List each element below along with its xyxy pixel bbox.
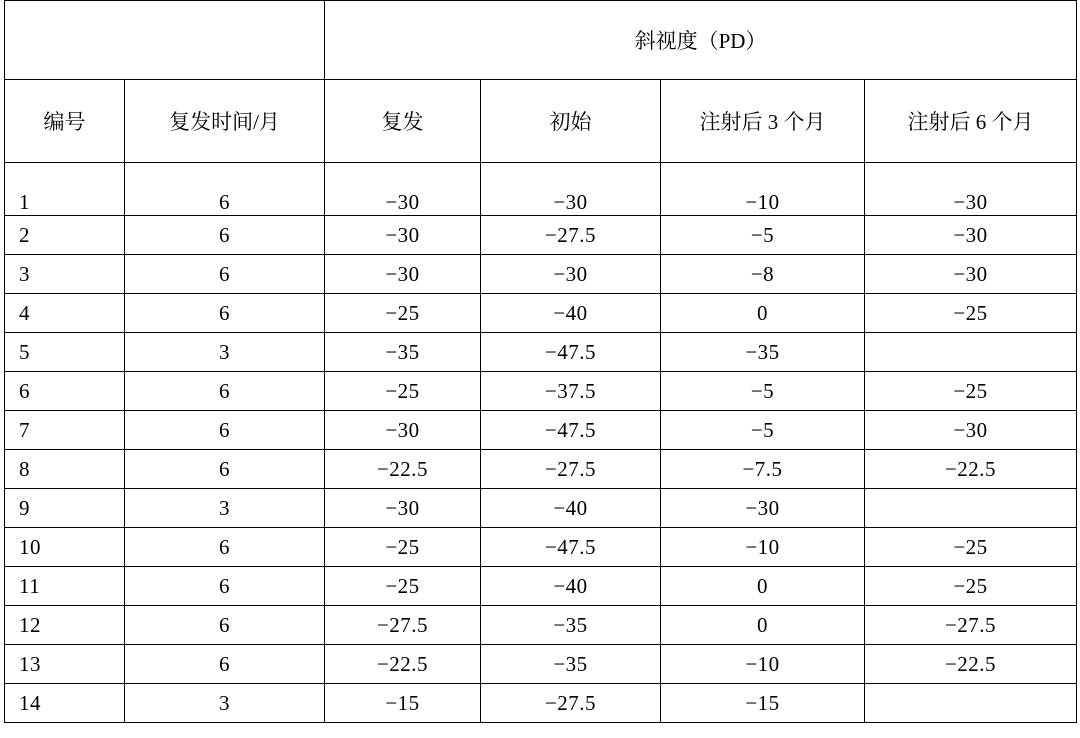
cell-relapse: −30 [325,163,481,216]
table-row [5,216,1077,255]
cell-relapse: −22.5 [325,450,481,489]
cell-relapse: −30 [325,255,481,294]
cell-month-6 [865,684,1077,723]
cell-id: 6 [5,372,125,411]
cell-id: 8 [5,450,125,489]
cell-initial: −35 [481,606,661,645]
cell-initial: −47.5 [481,333,661,372]
cell-relapse-time: 6 [125,567,325,606]
cell-relapse-time: 3 [125,684,325,723]
table-column-header-row [5,80,1077,163]
table-row [5,489,1077,528]
cell-month-3: −5 [661,411,865,450]
cell-month-6 [865,333,1077,372]
table-row [5,255,1077,294]
table-body [5,163,1077,723]
column-header-month-3: 注射后 3 个月 [661,80,865,163]
cell-month-6: −25 [865,528,1077,567]
cell-month-6: −25 [865,372,1077,411]
cell-relapse-time: 6 [125,450,325,489]
cell-id: 10 [5,528,125,567]
cell-id: 11 [5,567,125,606]
cell-month-3: −7.5 [661,450,865,489]
table-row [5,163,1077,216]
table-group-header-row [5,1,1077,80]
cell-id: 13 [5,645,125,684]
table-row [5,567,1077,606]
cell-initial: −40 [481,294,661,333]
cell-month-3: −10 [661,163,865,216]
cell-month-6: −30 [865,216,1077,255]
table-header [5,1,1077,163]
cell-initial: −27.5 [481,684,661,723]
cell-month-6: −30 [865,255,1077,294]
cell-initial: −40 [481,567,661,606]
cell-month-3: 0 [661,294,865,333]
cell-initial: −47.5 [481,411,661,450]
cell-relapse: −15 [325,684,481,723]
table-row [5,294,1077,333]
cell-id: 14 [5,684,125,723]
table-row [5,684,1077,723]
cell-month-3: −30 [661,489,865,528]
cell-initial: −30 [481,255,661,294]
cell-month-3: −5 [661,372,865,411]
cell-initial: −30 [481,163,661,216]
cell-month-3: −10 [661,645,865,684]
cell-id: 5 [5,333,125,372]
table-row [5,645,1077,684]
cell-id: 12 [5,606,125,645]
table-row [5,372,1077,411]
cell-relapse: −30 [325,216,481,255]
cell-relapse-time: 6 [125,216,325,255]
cell-relapse-time: 6 [125,372,325,411]
cell-relapse-time: 6 [125,163,325,216]
cell-month-6: −30 [865,163,1077,216]
cell-relapse-time: 3 [125,489,325,528]
cell-month-6: −30 [865,411,1077,450]
cell-relapse-time: 6 [125,645,325,684]
cell-relapse: −30 [325,489,481,528]
cell-relapse: −30 [325,411,481,450]
cell-relapse: −25 [325,567,481,606]
table-row [5,450,1077,489]
cell-relapse: −25 [325,528,481,567]
cell-month-6: −22.5 [865,645,1077,684]
cell-relapse: −25 [325,294,481,333]
cell-relapse-time: 6 [125,606,325,645]
cell-initial: −35 [481,645,661,684]
cell-month-3: −8 [661,255,865,294]
strabismus-data-table [4,0,1077,723]
cell-month-3: 0 [661,606,865,645]
column-header-relapse-time: 复发时间/月 [125,80,325,163]
cell-id: 3 [5,255,125,294]
cell-relapse-time: 3 [125,333,325,372]
cell-initial: −27.5 [481,450,661,489]
cell-month-6 [865,489,1077,528]
column-header-relapse: 复发 [325,80,481,163]
cell-initial: −40 [481,489,661,528]
column-header-month-6: 注射后 6 个月 [865,80,1077,163]
cell-initial: −27.5 [481,216,661,255]
cell-month-6: −27.5 [865,606,1077,645]
table-row [5,333,1077,372]
cell-month-3: 0 [661,567,865,606]
cell-relapse-time: 6 [125,294,325,333]
cell-relapse: −35 [325,333,481,372]
cell-initial: −47.5 [481,528,661,567]
cell-relapse-time: 6 [125,255,325,294]
cell-month-6: −22.5 [865,450,1077,489]
cell-id: 4 [5,294,125,333]
column-header-id: 编号 [5,80,125,163]
cell-id: 2 [5,216,125,255]
cell-month-6: −25 [865,294,1077,333]
cell-id: 9 [5,489,125,528]
cell-month-3: −15 [661,684,865,723]
cell-id: 7 [5,411,125,450]
table-row [5,528,1077,567]
cell-relapse: −25 [325,372,481,411]
cell-id: 1 [5,163,125,216]
column-header-initial: 初始 [481,80,661,163]
cell-initial: −37.5 [481,372,661,411]
table-row [5,606,1077,645]
cell-month-3: −35 [661,333,865,372]
cell-month-3: −5 [661,216,865,255]
header-empty-cell [5,1,325,80]
cell-month-6: −25 [865,567,1077,606]
cell-relapse: −27.5 [325,606,481,645]
cell-relapse: −22.5 [325,645,481,684]
cell-relapse-time: 6 [125,411,325,450]
cell-relapse-time: 6 [125,528,325,567]
table-row [5,411,1077,450]
cell-month-3: −10 [661,528,865,567]
header-measure-group: 斜视度（PD） [325,1,1077,80]
